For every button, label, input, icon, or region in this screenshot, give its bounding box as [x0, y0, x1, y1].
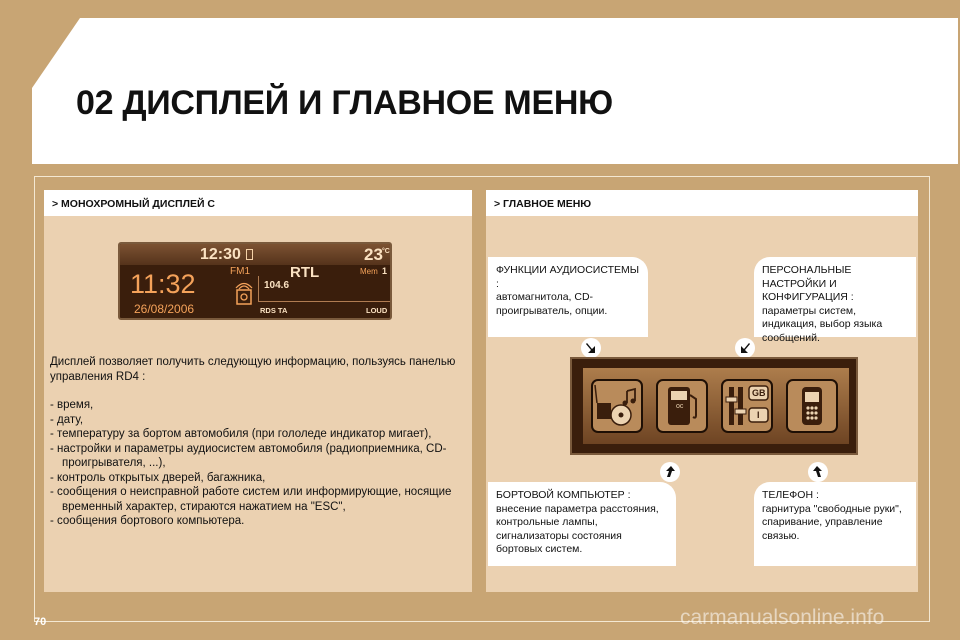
callout-label: ФУНКЦИИ АУДИОСИСТЕМЫ : [496, 264, 640, 290]
callout-text: гарнитура "свободные руки", спаривание, управление связью. [762, 502, 902, 542]
lcd-band: FM1 [230, 266, 250, 277]
lcd-rds-ta: RDS TA [260, 306, 288, 315]
display-description: Дисплей позволяет получить следующую информацию, пользуясь панелью управления RD4 : [50, 356, 456, 383]
lcd-station: RTL [290, 264, 320, 281]
lcd-mem-number: 1 [382, 266, 388, 276]
callout-label: ПЕРСОНАЛЬНЫЕ НАСТРОЙКИ И КОНФИГУРАЦИЯ : [762, 264, 854, 303]
menu-trip-computer-tile [656, 379, 708, 433]
audio-radio-cd-icon [593, 381, 641, 431]
mobile-phone-icon [788, 381, 836, 431]
personal-settings-callout [754, 257, 916, 344]
menu-settings-tile [721, 379, 773, 433]
arrow-down-left-icon [735, 338, 755, 358]
callout-label: БОРТОВОЙ КОМПЬЮТЕР : [496, 489, 631, 501]
list-item: - сообщения о неисправной работе систем или информирующие, носящие временный характер, стираются нажатием на "ESC", [50, 486, 452, 513]
list-item: - температуру за бортом автомобиля (при гололеде индикатор мигает), [50, 428, 432, 440]
callout-text: автомагнитола, CD-проигрыватель, опции. [496, 291, 608, 317]
watermark: carmanualsonline.info [680, 606, 885, 629]
lcd-date: 26/08/2006 [134, 302, 195, 316]
lcd-temperature: 23 [364, 245, 383, 264]
list-item: - сообщения бортового компьютера. [50, 515, 245, 527]
language-i-label: I [757, 410, 760, 420]
menu-telephone-tile [786, 379, 838, 433]
language-gb-label: GB [752, 388, 766, 398]
callout-text: параметры систем, индикация, выбор языка сообщений. [762, 304, 883, 344]
lcd-loud: LOUD [366, 306, 388, 315]
arrow-up-left-icon [808, 462, 828, 482]
page-number: 70 [34, 616, 47, 628]
panel-header-monochrome: > МОНОХРОМНЫЙ ДИСПЛЕЙ С [44, 190, 472, 216]
pump-label: oc [676, 403, 684, 410]
arrow-down-right-icon [581, 338, 601, 358]
callout-label: ТЕЛЕФОН : [762, 489, 819, 501]
lcd-frequency: 104.6 [264, 280, 290, 291]
list-item: - контроль открытых дверей, багажника, [50, 471, 266, 484]
radio-antenna-icon [232, 280, 256, 306]
list-item: - настройки и параметры аудиосистем автомобиля (радиоприемника, CD-проигрывателя, ...), [50, 442, 447, 469]
sim-card-icon [246, 249, 253, 260]
trip-computer-callout [488, 482, 676, 566]
panel-header-main-menu: > ГЛАВНОЕ МЕНЮ [486, 190, 918, 216]
lcd-top-bar [120, 244, 390, 265]
list-item: - дату, [50, 413, 84, 426]
arrow-up-right-icon [660, 462, 680, 482]
audio-functions-callout [488, 257, 648, 337]
lcd-clock-small: 12:30 [200, 246, 241, 263]
telephone-callout [754, 482, 916, 566]
monochrome-lcd-display [118, 242, 392, 320]
lcd-temperature-unit: °C [382, 248, 390, 255]
page-title: 02 ДИСПЛЕЙ И ГЛАВНОЕ МЕНЮ [76, 84, 613, 122]
lcd-clock-big: 11:32 [130, 269, 196, 299]
list-item: - время, [50, 399, 94, 411]
display-info-list [50, 398, 468, 529]
callout-text: внесение параметра расстояния, контрольные лампы, сигнализаторы состояния бортовых систем. [496, 502, 659, 555]
lcd-mem-label: Mem [360, 267, 378, 276]
menu-audio-tile [591, 379, 643, 433]
